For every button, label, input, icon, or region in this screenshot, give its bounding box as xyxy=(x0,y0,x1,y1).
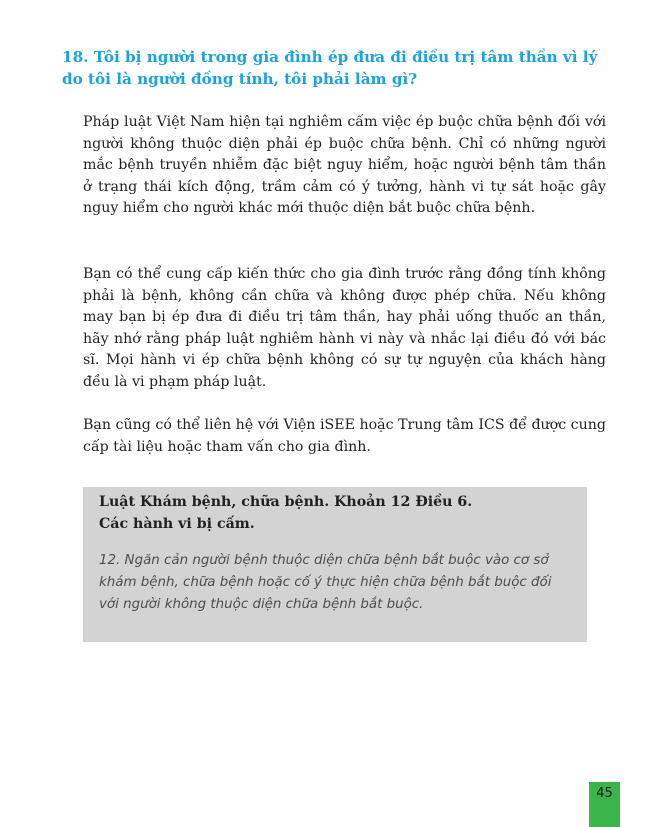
law-citation-title-line-1: Luật Khám bệnh, chữa bệnh. Khoản 12 Điều 6. xyxy=(99,494,473,510)
law-citation-text: 12. Ngăn cản người bệnh thuộc diện chữa bệnh bắt buộc vào cơ sở khám bệnh, chữa bệnh hoặc cố ý thực hiện chữa bệnh bắt buộc đối với người không thuộc diện chữa bệnh bắt buộc. xyxy=(99,553,552,612)
page-number: 45 xyxy=(596,786,613,801)
law-citation-box xyxy=(83,487,587,642)
answer-paragraph-2: Bạn có thể cung cấp kiến thức cho gia đình trước rằng đồng tính không phải là bệnh, không cần chữa và không được phép chữa. Nếu không may bạn bị ép đưa đi điều trị tâm thần, hay phải uống thuốc an thần, hãy nhớ rằng pháp luật nghiêm hành vi này và nhắc lại điều đó với bác sĩ. Mọi hành vi ép chữa bệnh không có sự tự nguyện của khách hàng đều là vi phạm pháp luật. xyxy=(83,266,606,390)
page-number-tab xyxy=(589,782,620,827)
law-citation-title-line-2: Các hành vi bị cấm. xyxy=(99,516,255,532)
question-heading: 18. Tôi bị người trong gia đình ép đưa đi điều trị tâm thần vì lý do tôi là người đồng tính, tôi phải làm gì? xyxy=(62,48,598,88)
law-citation-title xyxy=(99,491,571,535)
answer-paragraph-3: Bạn cũng có thể liên hệ với Viện iSEE hoặc Trung tâm ICS để được cung cấp tài liệu hoặc tham vấn cho gia đình. xyxy=(83,417,606,455)
answer-paragraph-1: Pháp luật Việt Nam hiện tại nghiêm cấm việc ép buộc chữa bệnh đối với người không thuộc diện phải ép buộc chữa bệnh. Chỉ có những người mắc bệnh truyền nhiễm đặc biệt nguy hiểm, hoặc người bệnh tâm thần ở trạng thái kích động, trầm cảm có ý tưởng, hành vi tự sát hoặc gây nguy hiểm cho người khác mới thuộc diện bắt buộc chữa bệnh. xyxy=(83,114,606,217)
